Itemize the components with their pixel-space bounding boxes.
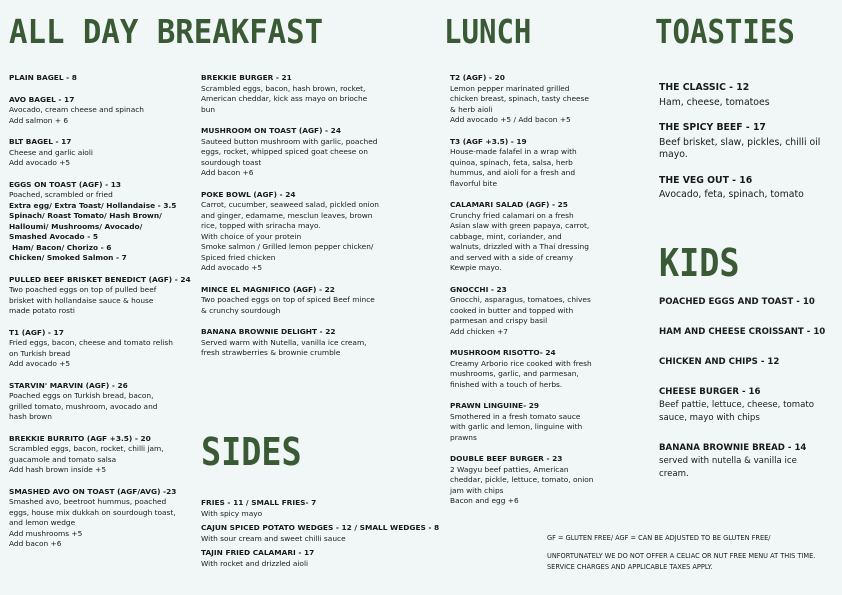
breakfast-col2-item: [201, 126, 411, 179]
item-title: POKE BOWL (AGF) - 24: [201, 189, 296, 199]
item-description-line: guacamole and tomato salsa: [9, 454, 117, 464]
item-description-line: and served with a side of creamy: [450, 252, 574, 262]
footer-notes: [547, 533, 837, 574]
toasties-item: [659, 175, 839, 202]
footer-line: UNFORTUNATELY WE DO NOT OFFER A CELIAC OR NUT FREE MENU AT THIS TIME.: [547, 551, 816, 560]
item-description-line: Cheese and garlic aioli: [9, 147, 93, 157]
item-description-line: Kewpie mayo.: [450, 263, 502, 272]
item-description-line: Spiced fried chicken: [201, 252, 276, 262]
extras-line: Smashed Avocado - 5: [9, 232, 98, 241]
breakfast-column-2: [201, 73, 411, 370]
footer-line: SERVICE CHARGES AND APPLICABLE TAXES APPLY.: [547, 563, 713, 571]
item-description-line: mayo.: [659, 149, 688, 160]
breakfast-col1-item: [9, 137, 199, 169]
item-description-line: and lemon wedge: [9, 518, 76, 527]
lunch-item: [450, 73, 620, 126]
breakfast-col1-item: [9, 434, 199, 476]
item-description-line: served with nutella & vanilla ice: [659, 456, 797, 466]
item-description-line: Add chicken +7: [450, 326, 509, 336]
breakfast-col2-item: [201, 285, 411, 317]
item-description-line: Beef pattie, lettuce, cheese, tomato: [659, 400, 815, 410]
item-title: SMASHED AVO ON TOAST (AGF/AVG) -23: [9, 486, 177, 496]
item-description-line: Asian slaw with green papaya, carrot,: [450, 221, 590, 230]
item-description-line: Bacon and egg +6: [450, 496, 519, 505]
item-description-line: & crunchy sourdough: [201, 305, 281, 315]
item-description-line: Add avocado +5: [9, 359, 71, 368]
toasties-item: [659, 82, 839, 109]
item-description-line: chicken breast, spinach, tasty cheese: [450, 94, 589, 103]
item-description-line: walnuts, drizzled with a Thai dressing: [450, 242, 589, 251]
item-description-line: quinoa, spinach, feta, salsa, herb: [450, 157, 573, 167]
item-description-line: Two poached eggs on top of pulled beef: [9, 285, 157, 294]
kids-item: [659, 296, 839, 309]
item-title: T3 (AGF +3.5) - 19: [450, 136, 527, 146]
toasties-heading: TOASTIES: [655, 12, 795, 51]
breakfast-column-1: [9, 73, 199, 561]
lunch-item: [450, 401, 620, 443]
item-description-line: Smashed avo, beetroot hummus, poached: [9, 497, 167, 506]
item-description-line: eggs, rocket, whipped spiced goat cheese on: [201, 147, 368, 156]
extras-line: Extra egg/ Extra Toast/ Hollandaise - 3.5: [9, 200, 177, 210]
lunch-list: [450, 73, 620, 507]
kids-item: [659, 356, 839, 369]
item-description-line: Crunchy fried calamari on a fresh: [450, 210, 574, 220]
item-description-line: Avocado, feta, spinach, tomato: [659, 189, 804, 200]
toasties-list: [659, 82, 839, 215]
extras-line: Ham/ Bacon/ Chorizo - 6: [12, 242, 112, 252]
item-description-line: cheddar, pickle, lettuce, tomato, onion: [450, 475, 594, 484]
item-description-line: jam with chips: [450, 485, 504, 495]
item-description-line: rice, topped with sriracha mayo.: [201, 221, 321, 230]
item-description-line: finished with a touch of herbs.: [450, 379, 563, 389]
item-title: EGGS ON TOAST (AGF) - 13: [9, 179, 121, 189]
item-description-line: Poached eggs on Turkish bread, bacon,: [9, 391, 154, 400]
item-description-line: Add avocado +5: [9, 158, 71, 167]
item-title: TAJIN FRIED CALAMARI - 17: [201, 548, 315, 557]
sides-list: [201, 498, 441, 569]
breakfast-col1-item: [9, 328, 199, 370]
breakfast-col2-item: [201, 327, 411, 359]
item-title: HAM AND CHEESE CROISSANT - 10: [659, 327, 826, 337]
breakfast-col1-item: [9, 381, 199, 423]
item-description-line: cooked in butter and topped with: [450, 305, 574, 315]
kids-item: [659, 386, 839, 425]
item-description-line: With sour cream and sweet chilli sauce: [201, 533, 346, 543]
item-description-line: on Turkish bread: [9, 348, 71, 358]
extras-line: Spinach/ Roast Tomato/ Hash Brown/: [9, 211, 162, 220]
lunch-heading: LUNCH: [444, 12, 532, 51]
item-description-line: Sauteed button mushroom with garlic, poached: [201, 136, 378, 146]
lunch-item: [450, 348, 620, 390]
item-title: THE CLASSIC - 12: [659, 82, 750, 93]
item-description-line: Lemon pepper marinated grilled: [450, 83, 570, 93]
item-description-line: With choice of your protein: [201, 231, 302, 241]
breakfast-col2-item: [201, 190, 411, 274]
item-description-line: Smothered in a fresh tomato sauce: [450, 411, 581, 421]
item-title: PLAIN BAGEL - 8: [9, 73, 77, 82]
item-title: BLT BAGEL - 17: [9, 137, 72, 146]
item-description-line: made potato rosti: [9, 306, 75, 315]
breakfast-col1-item: [9, 180, 199, 264]
item-title: THE SPICY BEEF - 17: [659, 122, 766, 133]
item-title: BREKKIE BURRITO (AGF +3.5) - 20: [9, 433, 151, 443]
item-description-line: Add mushrooms +5: [9, 528, 83, 538]
item-description-line: Smoke salmon / Grilled lemon pepper chicken/: [201, 242, 374, 251]
sides-heading: SIDES: [201, 430, 302, 474]
item-title: CHICKEN AND CHIPS - 12: [659, 357, 780, 367]
item-description-line: mushrooms, garlic, and parmesan,: [450, 369, 579, 378]
lunch-item: [450, 454, 620, 507]
lunch-item: [450, 137, 620, 190]
item-description-line: prawns: [450, 432, 477, 442]
item-description-line: American cheddar, kick ass mayo on brioche: [201, 94, 368, 103]
item-description-line: bun: [201, 104, 216, 114]
sides-item: [201, 548, 441, 569]
item-description-line: With rocket and drizzled aioli: [201, 558, 309, 568]
item-description-line: brisket with hollandaise sauce & house: [9, 295, 154, 305]
item-title: BANANA BROWNIE BREAD - 14: [659, 443, 807, 453]
item-title: MINCE EL MAGNIFICO (AGF) - 22: [201, 284, 335, 294]
item-title: MUSHROOM ON TOAST (AGF) - 24: [201, 126, 341, 135]
extras-line: Chicken/ Smoked Salmon - 7: [9, 253, 127, 262]
item-description-line: Add avocado +5 / Add bacon +5: [450, 115, 571, 124]
item-description-line: Avocado, cream cheese and spinach: [9, 105, 144, 114]
item-title: MUSHROOM RISOTTO- 24: [450, 348, 556, 357]
item-description-line: & herb aioli: [450, 104, 493, 114]
item-description-line: Gnocchi, asparagus, tomatoes, chives: [450, 295, 591, 304]
item-title: BREKKIE BURGER - 21: [201, 73, 292, 82]
item-title: PRAWN LINGUINE- 29: [450, 401, 540, 410]
item-title: CAJUN SPICED POTATO WEDGES - 12 / SMALL WEDGES - 8: [201, 523, 440, 532]
breakfast-col1-item: [9, 275, 199, 317]
kids-item: [659, 326, 839, 339]
toasties-item: [659, 122, 839, 162]
item-description-line: Poached, scrambled or fried: [9, 190, 113, 199]
lunch-item: [450, 285, 620, 338]
item-description-line: Beef brisket, slaw, pickles, chilli oil: [659, 136, 821, 148]
sides-item: [201, 498, 441, 519]
item-title: DOUBLE BEEF BURGER - 23: [450, 454, 563, 463]
item-title: T2 (AGF) - 20: [450, 73, 505, 82]
item-description-line: Fried eggs, bacon, cheese and tomato relish: [9, 338, 173, 347]
footer-line: GF = GLUTEN FREE/ AGF = CAN BE ADJUSTED TO BE GLUTEN FREE/: [547, 534, 771, 542]
kids-list: [659, 296, 839, 481]
item-description-line: House-made falafel in a wrap with: [450, 147, 577, 156]
item-description-line: Add hash brown inside +5: [9, 465, 107, 474]
item-title: STARVIN' MARVIN (AGF) - 26: [9, 380, 128, 390]
item-description-line: flavorful bite: [450, 178, 497, 188]
item-description-line: Scrambled eggs, bacon, rocket, chilli jam,: [9, 444, 164, 453]
item-description-line: Creamy Arborio rice cooked with fresh: [450, 358, 592, 368]
breakfast-col1-item: [9, 487, 199, 550]
item-description-line: Ham, cheese, tomatoes: [659, 96, 770, 108]
item-description-line: hummus, and aioli for a fresh and: [450, 168, 576, 177]
item-description-line: with garlic and lemon, linguine with: [450, 422, 583, 431]
breakfast-col1-item: [9, 95, 199, 127]
item-description-line: Add salmon + 6: [9, 115, 69, 125]
item-description-line: Add bacon +6: [9, 539, 62, 548]
extras-line: Halloumi/ Mushrooms/ Avocado/: [9, 221, 143, 231]
item-description-line: With spicy mayo: [201, 508, 263, 518]
item-description-line: Scrambled eggs, bacon, hash brown, rocket,: [201, 83, 366, 93]
sides-item: [201, 523, 441, 544]
item-description-line: parmesan and crispy basil: [450, 316, 548, 325]
breakfast-col1-item: [9, 73, 199, 84]
item-title: CHEESE BURGER - 16: [659, 387, 761, 397]
item-description-line: Two poached eggs on top of spiced Beef mince: [201, 295, 375, 304]
item-title: FRIES - 11 / SMALL FRIES- 7: [201, 498, 317, 507]
item-title: BANANA BROWNIE DELIGHT - 22: [201, 327, 336, 336]
item-description-line: sauce, mayo with chips: [659, 413, 760, 423]
item-title: T1 (AGF) - 17: [9, 327, 64, 337]
item-title: GNOCCHI - 23: [450, 284, 507, 294]
item-description-line: Add avocado +5: [201, 263, 263, 272]
item-description-line: and ginger, edamame, mesclun leaves, brown: [201, 210, 373, 220]
item-description-line: Carrot, cucumber, seaweed salad, pickled onion: [201, 200, 379, 209]
kids-heading: KIDS: [659, 241, 740, 285]
item-title: CALAMARI SALAD (AGF) - 25: [450, 200, 568, 209]
item-description-line: sourdough toast: [201, 157, 262, 167]
item-title: THE VEG OUT - 16: [659, 174, 753, 186]
item-description-line: Add bacon +6: [201, 168, 254, 177]
item-description-line: fresh strawberries & brownie crumble: [201, 348, 341, 357]
item-description-line: cabbage, mint, coriander, and: [450, 231, 562, 241]
item-description-line: cream.: [659, 469, 689, 479]
item-description-line: Served warm with Nutella, vanilla ice cream,: [201, 337, 367, 347]
item-description-line: eggs, house mix dukkah on sourdough toast,: [9, 507, 176, 517]
breakfast-heading: ALL DAY BREAKFAST: [9, 12, 324, 51]
breakfast-col2-item: [201, 73, 411, 115]
item-title: PULLED BEEF BRISKET BENEDICT (AGF) - 24: [9, 274, 191, 284]
item-title: POACHED EGGS AND TOAST - 10: [659, 297, 815, 307]
item-description-line: grilled tomato, mushroom, avocado and: [9, 401, 158, 411]
item-title: AVO BAGEL - 17: [9, 94, 75, 104]
kids-item: [659, 442, 839, 481]
item-description-line: 2 Wagyu beef patties, American: [450, 464, 569, 474]
lunch-item: [450, 200, 620, 274]
item-description-line: hash brown: [9, 412, 52, 421]
